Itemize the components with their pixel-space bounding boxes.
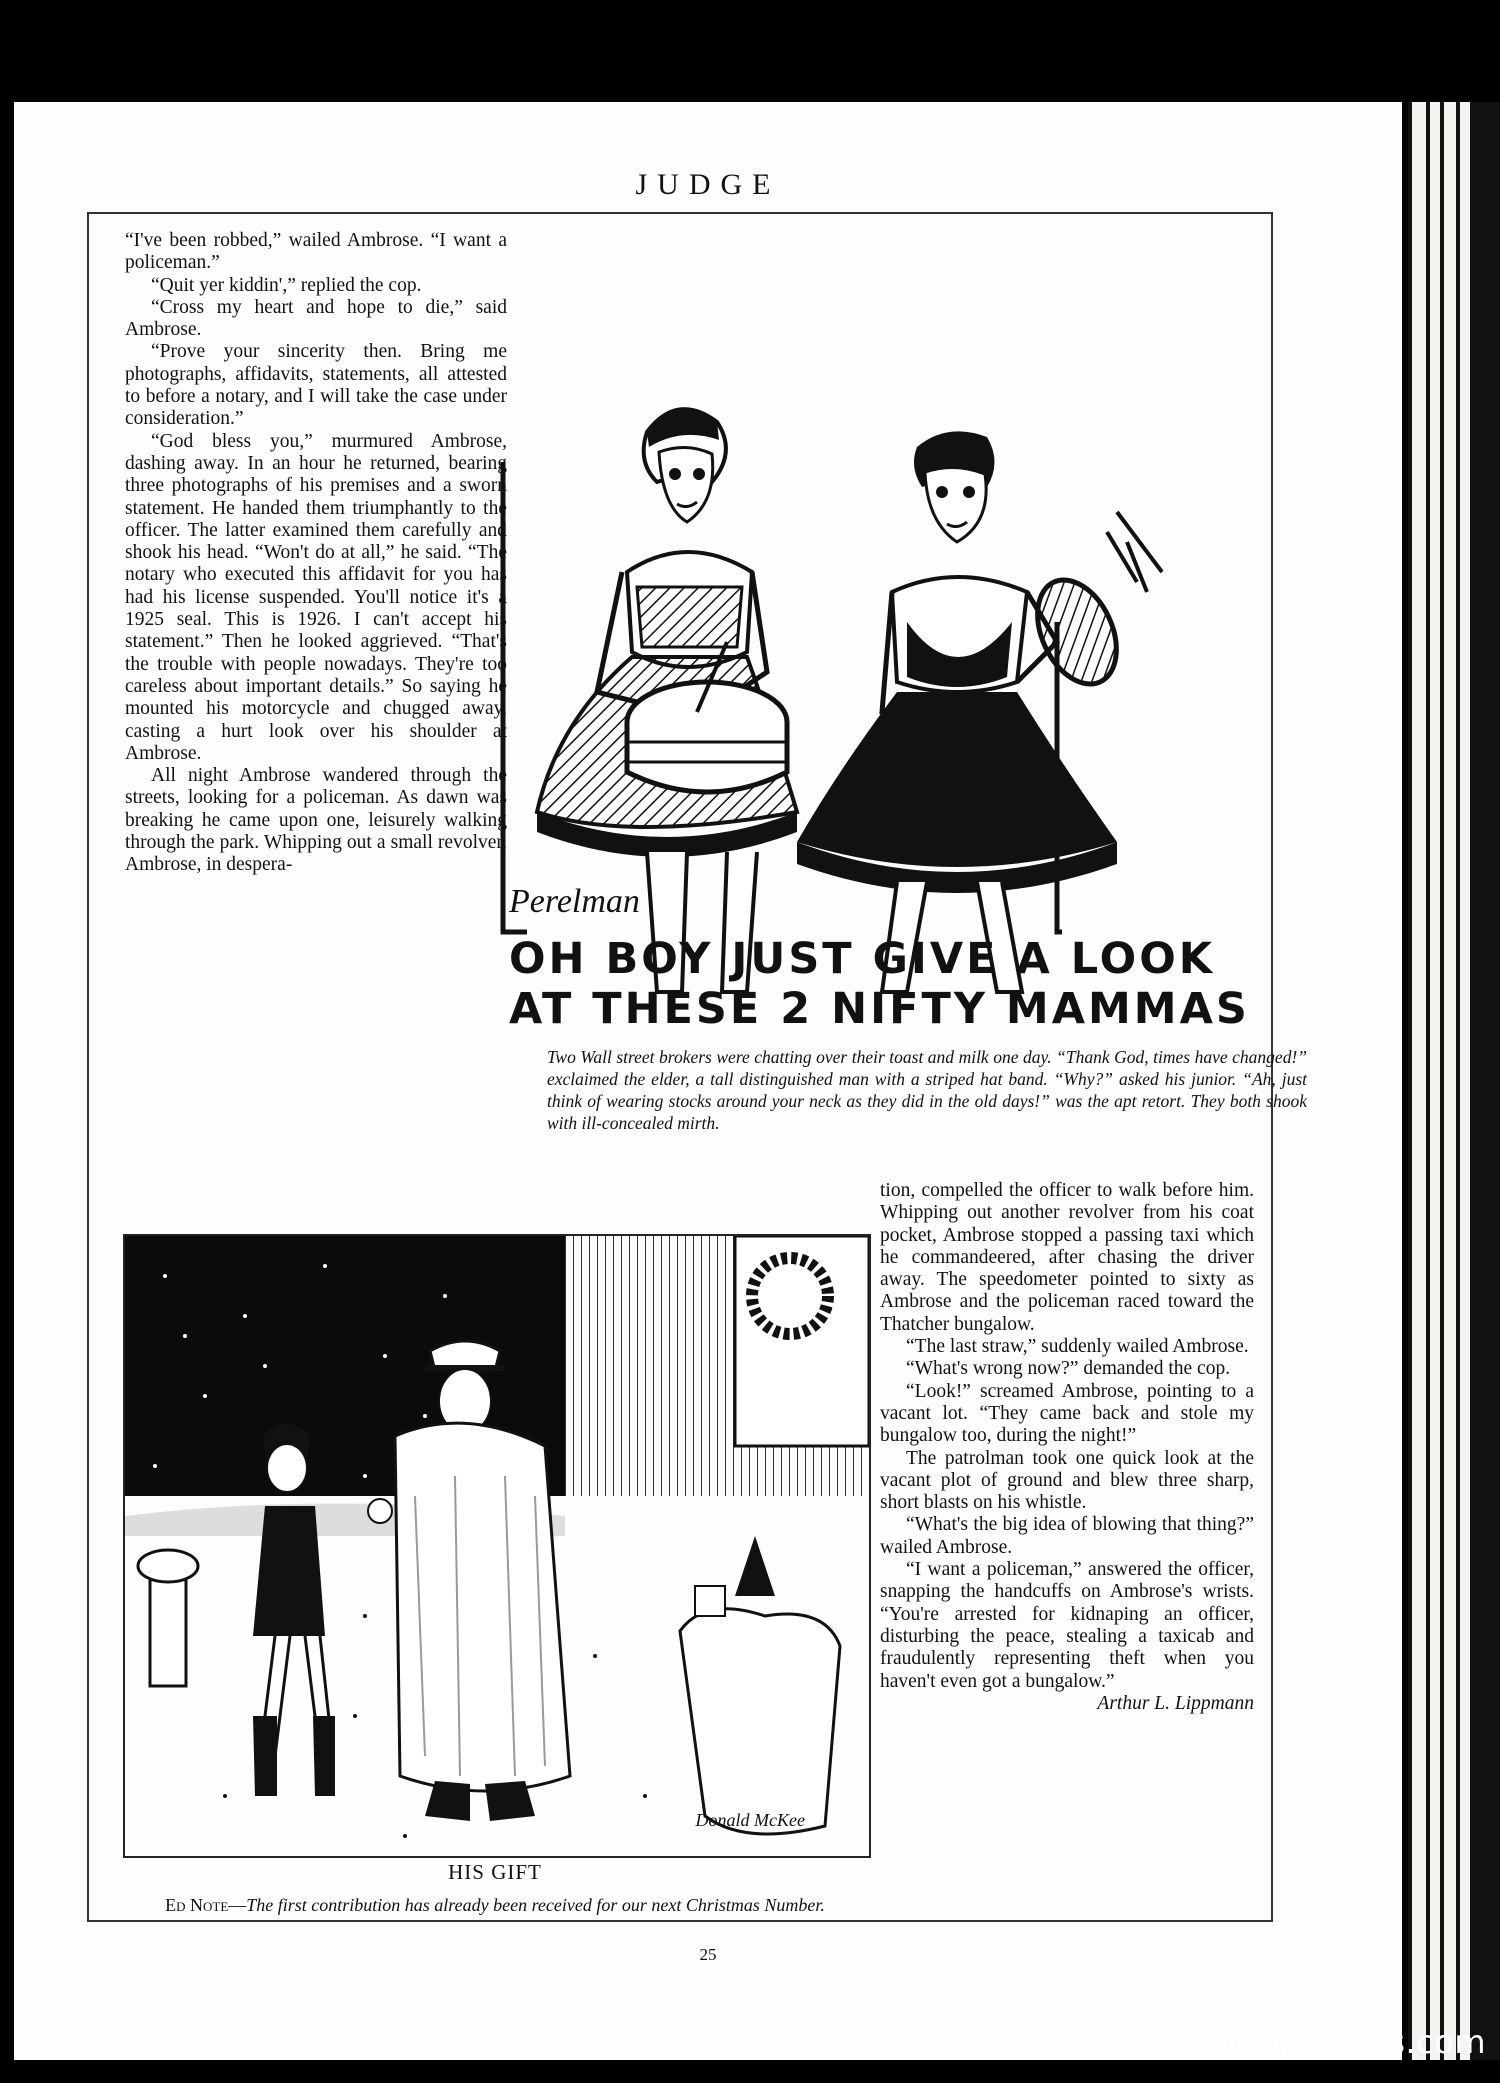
content-frame — [87, 212, 1307, 1922]
story-paragraph: “God bless you,” murmured Ambrose, dashing away. In an hour he returned, bearing three photographs of his premises and a sworn statement. He handed them triumphantly to the officer. The latter examined them carefully and shook his head. “Won't do at all,” he said. “The notary who executed this affidavit for you has had his license suspended. You'll notice it's a 1925 seal. This is 1926. I can't accept his statement.” Then he looked aggrieved. “That's the trouble with people nowadays. They're too careless about important details.” So saying he mounted his motorcycle and chugged away, casting a hurt look over his shoulder at Ambrose. — [125, 430, 507, 764]
story-paragraph: “I've been robbed,” wailed Ambrose. “I want a policeman.” — [125, 230, 507, 274]
story-paragraph: tion, compelled the officer to walk before him. Whipping out another revolver from his coat pocket, Ambrose stopped a passing taxi which he commandeered, after chasing the driver away. The speedometer pointed to sixty as Ambrose and the policeman raced toward the Thatcher bungalow. — [880, 1180, 1254, 1335]
headline-line-1: OH BOY JUST GIVE A LOOK — [509, 934, 1216, 984]
masthead-title: JUDGE — [635, 168, 781, 201]
cartoon-his-gift — [123, 1234, 871, 1858]
magazine-page — [14, 102, 1402, 2060]
artist-signature: Perelman — [509, 883, 640, 920]
watermark: comicbooks.com — [1210, 2023, 1486, 2061]
story-paragraph: “I want a policeman,” answered the officer, snapping the handcuffs on Ambrose's wrists. “You're arrested for kidnaping an officer, disturbing the peace, stealing a taxicab and fraudulently representing theft when you haven't even got a bungalow.” — [880, 1559, 1254, 1692]
page-number: 25 — [699, 1945, 717, 1964]
doll-icon — [368, 1499, 392, 1523]
story-paragraph: All night Ambrose wandered through the streets, looking for a policeman. As dawn was breaking he came upon one, leisurely walking through the park. Whipping out a small revolver, Ambrose, in despera- — [125, 765, 507, 876]
book-spine-edge — [1408, 102, 1500, 2060]
story-paragraph: “Look!” screamed Ambrose, pointing to a vacant lot. “They came back and stole my bungalow too, during the night!” — [880, 1380, 1254, 1447]
headline-line-2: AT THESE 2 NIFTY MAMMAS — [509, 984, 1250, 1034]
story-paragraph: “What's the big idea of blowing that thing?” wailed Ambrose. — [880, 1514, 1254, 1558]
editor-note — [123, 1894, 867, 1916]
cartoon-headline — [509, 934, 1349, 1034]
story-paragraph: “What's wrong now?” demanded the cop. — [906, 1358, 1231, 1380]
story-paragraph: “The last straw,” suddenly wailed Ambrose. — [906, 1336, 1249, 1358]
author-name: Arthur L. Lippmann — [1097, 1692, 1254, 1714]
editor-note-text: The first contribution has already been received for our next Christmas Number. — [246, 1895, 825, 1915]
story-column-left — [125, 230, 507, 877]
story-paragraph: “Quit yer kiddin',” replied the cop. — [151, 274, 422, 296]
story-column-right — [880, 1180, 1254, 1715]
story-paragraph: The patrolman took one quick look at the vacant plot of ground and blew three sharp, short blasts on his whistle. — [880, 1447, 1254, 1514]
author-byline — [880, 1693, 1254, 1715]
story-paragraph: “Prove your sincerity then. Bring me photographs, affidavits, statements, all attested to before a notary, and I will take the case under consideration.” — [125, 341, 507, 430]
right-flapper-figure — [797, 431, 1162, 992]
cartoon-title: HIS GIFT — [448, 1860, 542, 1884]
editor-note-label: Ed Note— — [165, 1895, 247, 1915]
story-paragraph: “Cross my heart and hope to die,” said Ambrose. — [125, 296, 507, 341]
cartoon-joke: Two Wall street brokers were chatting over their toast and milk one day. “Thank God, times have changed!” exclaimed the elder, a tall distinguished man with a striped hat band. “Why?” asked his junior. “Ah, just think of wearing stocks around your neck as they did in the old days!” was the apt retort. They both shook with ill-concealed mirth. — [547, 1047, 1307, 1133]
artist-signature: Donald McKee — [695, 1810, 805, 1830]
